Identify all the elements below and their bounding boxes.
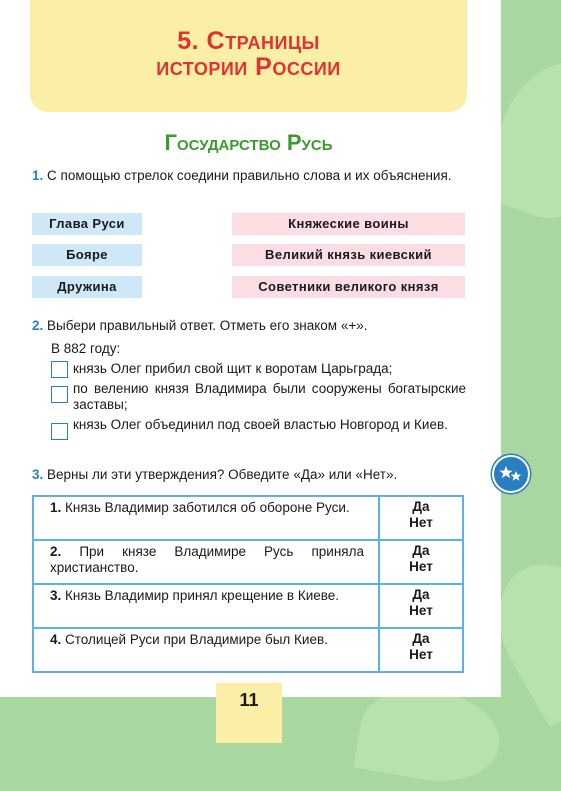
no-option[interactable]: Нет xyxy=(409,647,433,662)
answer-cell xyxy=(379,628,463,672)
answer-checkbox[interactable] xyxy=(51,423,68,440)
task-text: С помощью стрелок соедини правильно слова и их объяснения. xyxy=(47,168,452,183)
no-option[interactable]: Нет xyxy=(409,603,433,618)
task-3-instruction xyxy=(32,467,466,483)
match-right-word[interactable]: Княжеские воины xyxy=(232,213,465,235)
statement-number: 1. xyxy=(50,500,62,515)
answer-option: князь Олег прибил свой щит к воротам Царьграда; xyxy=(73,361,393,376)
statement-cell xyxy=(33,628,379,672)
chapter-title-line1: 5. Страницы xyxy=(177,27,320,55)
table-row xyxy=(33,540,463,584)
stars-icon-glyph xyxy=(498,462,524,486)
match-left-word[interactable]: Глава Руси xyxy=(32,213,142,235)
task-number: 2. xyxy=(32,318,44,333)
match-right-word[interactable]: Советники великого князя xyxy=(232,276,465,298)
task-2-lead: В 882 году: xyxy=(51,341,121,356)
statement-number: 2. xyxy=(50,544,62,559)
yes-option[interactable]: Да xyxy=(412,587,430,602)
statement-number: 4. xyxy=(50,632,62,647)
answer-option: по велению князя Владимира были сооружены богатырские заставы; xyxy=(73,381,466,412)
chapter-title-line2: истории России xyxy=(156,53,341,81)
task-number: 3. xyxy=(32,467,44,482)
yes-option[interactable]: Да xyxy=(412,543,430,558)
match-right-word[interactable]: Великий князь киевский xyxy=(232,244,465,266)
no-option[interactable]: Нет xyxy=(409,515,433,530)
match-left-word[interactable]: Дружина xyxy=(32,276,142,298)
chapter-title xyxy=(30,28,467,80)
yes-option[interactable]: Да xyxy=(412,631,430,646)
yes-option[interactable]: Да xyxy=(412,499,430,514)
statement-cell xyxy=(33,496,379,540)
statement-cell xyxy=(33,540,379,584)
statement-number: 3. xyxy=(50,588,62,603)
table-row xyxy=(33,628,463,672)
answer-cell xyxy=(379,584,463,628)
task-number: 1. xyxy=(32,168,44,183)
table-row xyxy=(33,584,463,628)
statement-text: При князе Владимире Русь приняла христианство. xyxy=(50,544,364,575)
section-title: Государство Русь xyxy=(164,130,333,155)
statement-text: Князь Владимир заботился об обороне Руси. xyxy=(65,500,350,515)
task-2-instruction xyxy=(32,318,466,334)
no-option[interactable]: Нет xyxy=(409,559,433,574)
stars-icon xyxy=(492,455,530,493)
statements-table xyxy=(32,495,464,673)
answer-checkbox[interactable] xyxy=(51,386,68,403)
statement-text: Столицей Руси при Владимире был Киев. xyxy=(65,632,328,647)
answer-option: князь Олег объединил под своей властью Новгород и Киев. xyxy=(73,417,448,432)
table-row xyxy=(33,496,463,540)
task-1-instruction xyxy=(32,168,466,184)
task-text: Выбери правильный ответ. Отметь его знаком «+». xyxy=(47,318,368,333)
answer-checkbox[interactable] xyxy=(51,361,68,378)
page-number: 11 xyxy=(239,690,259,710)
statement-cell xyxy=(33,584,379,628)
match-left-word[interactable]: Бояре xyxy=(32,244,142,266)
answer-cell xyxy=(379,540,463,584)
statement-text: Князь Владимир принял крещение в Киеве. xyxy=(65,588,340,603)
answer-cell xyxy=(379,496,463,540)
task-text: Верны ли эти утверждения? Обведите «Да» или «Нет». xyxy=(47,467,398,482)
